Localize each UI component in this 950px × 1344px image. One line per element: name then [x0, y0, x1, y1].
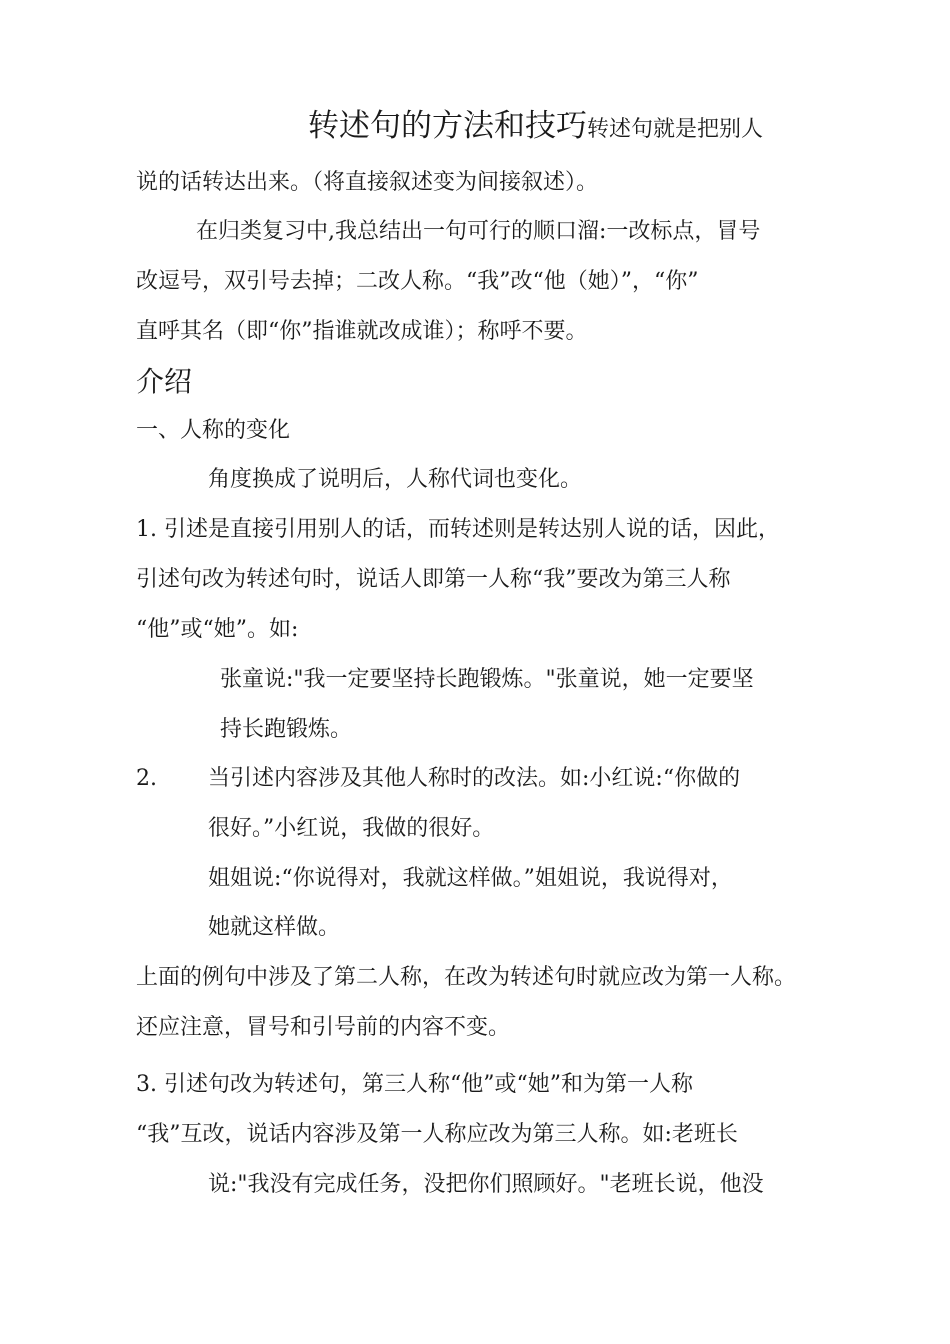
example-line: 她就这样做。 [208, 915, 341, 940]
list-number: 2. [136, 766, 157, 791]
text-line: 引述句改为转述句时，说话人即第一人称“我”要改为第三人称 [136, 567, 731, 592]
example-line: 持长跑锻炼。 [220, 717, 353, 742]
text-line: “他”或“她”。如: [136, 617, 299, 642]
section-heading: 介绍 [136, 365, 193, 398]
text-line: 1. 引述是直接引用别人的话，而转述则是转达别人说的话，因此， [136, 517, 780, 542]
text-line: 3. 引述句改为转述句，第三人称“他”或“她”和为第一人称 [136, 1072, 693, 1097]
text-line: 说的话转达出来。（将直接叙述变为间接叙述）。 [136, 170, 599, 195]
document-title: 转述句的方法和技巧 [308, 108, 587, 144]
text-line: 改逗号，双引号去掉；二改人称。“我”改“他（她）”，“你” [136, 269, 699, 294]
text-line: “我”互改，说话内容涉及第一人称应改为第三人称。如:老班长 [136, 1122, 738, 1147]
example-line: 姐姐说:“你说得对，我就这样做。”姐姐说，我说得对， [208, 866, 733, 891]
example-line: 张童说:"我一定要坚持长跑锻炼。"张童说，她一定要坚 [220, 667, 754, 692]
text-line: 上面的例句中涉及了第二人称，在改为转述句时就应改为第一人称。 [136, 965, 797, 990]
text-line: 还应注意，冒号和引号前的内容不变。 [136, 1015, 511, 1040]
text-line: 直呼其名（即“你”指谁就改成谁）；称呼不要。 [136, 319, 588, 344]
text-line: 很好。”小红说，我做的很好。 [208, 816, 495, 841]
text-line: 角度换成了说明后，人称代词也变化。 [208, 467, 583, 492]
intro-text-start: 转述句就是把别人 [587, 117, 764, 142]
text-line: 在归类复习中,我总结出一句可行的顺口溜:一改标点，冒号 [196, 219, 761, 244]
example-line: 说:"我没有完成任务，没把你们照顾好。"老班长说，他没 [208, 1172, 764, 1197]
subsection-heading: 一、人称的变化 [136, 418, 291, 443]
text-line: 当引述内容涉及其他人称时的改法。如:小红说:“你做的 [208, 766, 741, 791]
title-line [308, 104, 763, 152]
